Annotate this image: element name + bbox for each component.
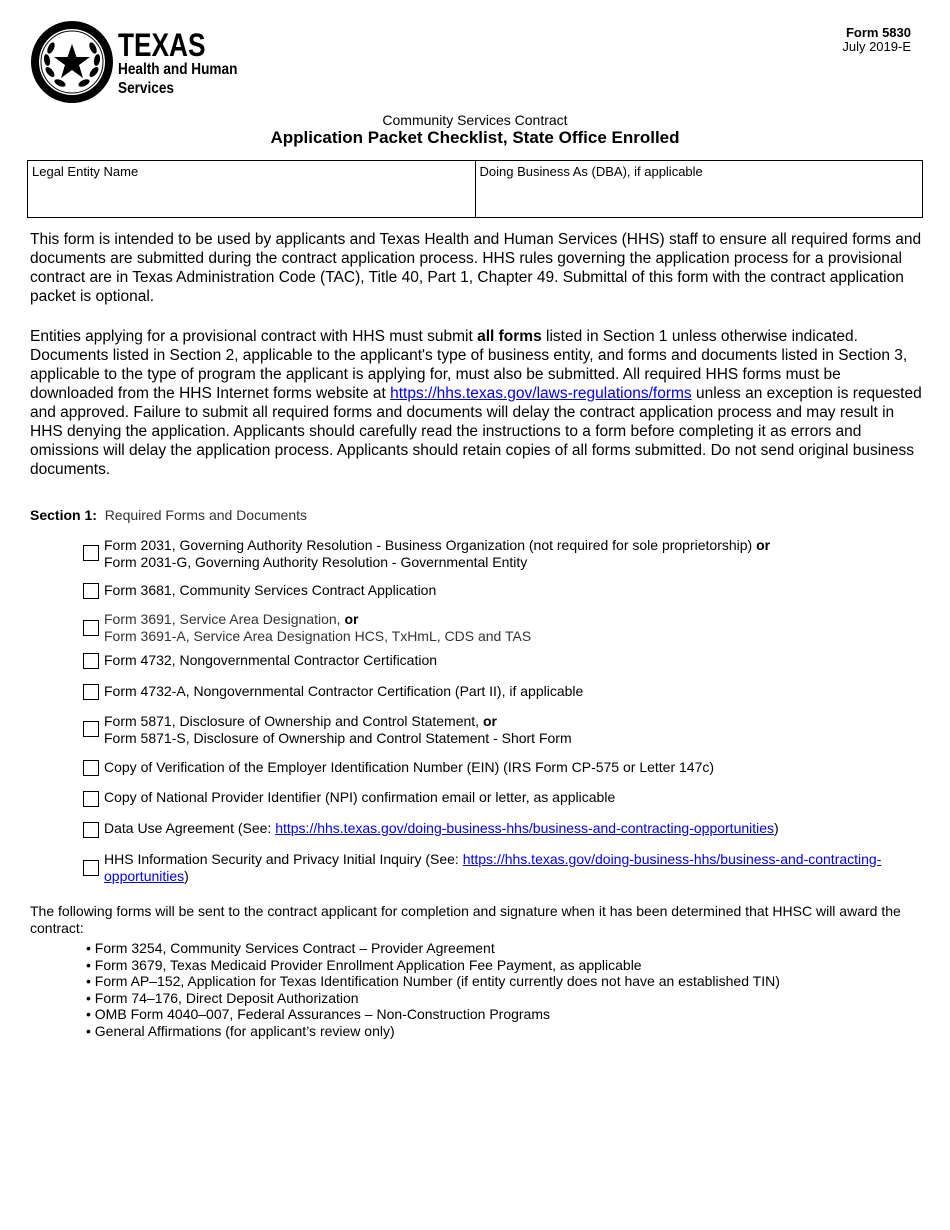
checklist-item bbox=[83, 683, 923, 700]
checklist-item bbox=[83, 582, 923, 599]
item-or: or bbox=[756, 537, 771, 553]
item-line1: Copy of Verification of the Employer Identification Number (EIN) (IRS Form CP-575 or Letter 147c) bbox=[104, 759, 715, 775]
checklist-item bbox=[83, 611, 923, 645]
checkbox[interactable] bbox=[83, 860, 99, 876]
item-line1: Form 3681, Community Services Contract Application bbox=[104, 582, 437, 598]
page-subtitle: Community Services Contract bbox=[382, 112, 568, 128]
following-forms-intro: The following forms will be sent to the contract applicant for completion and signature when it has been determined that HHSC will award the contract: bbox=[30, 903, 901, 936]
entity-fields bbox=[27, 160, 923, 218]
item-or: or bbox=[482, 713, 497, 729]
checkbox[interactable] bbox=[83, 822, 99, 838]
checkbox[interactable] bbox=[83, 653, 99, 669]
contracting-opportunities-link[interactable]: https://hhs.texas.gov/doing-business-hhs/business-and-contracting-opportunities bbox=[104, 851, 882, 884]
checkbox[interactable] bbox=[83, 545, 99, 561]
item-line2: Form 5871-S, Disclosure of Ownership and Control Statement - Short Form bbox=[104, 730, 572, 746]
item-prefix: HHS Information Security and Privacy Initial Inquiry (See: bbox=[104, 851, 463, 867]
legal-entity-name-label: Legal Entity Name bbox=[32, 164, 139, 179]
list-item: • Form 3679, Texas Medicaid Provider Enrollment Application Fee Payment, as applicable bbox=[86, 956, 642, 973]
item-suffix: ) bbox=[774, 820, 779, 836]
section-1-title: Required Forms and Documents bbox=[104, 507, 307, 523]
item-prefix: Data Use Agreement (See: bbox=[104, 820, 276, 836]
list-item: • General Affirmations (for applicant’s review only) bbox=[86, 1022, 395, 1039]
hhs-logo bbox=[30, 20, 250, 106]
item-suffix: ) bbox=[184, 868, 189, 884]
forms-website-link[interactable]: https://hhs.texas.gov/laws-regulations/forms bbox=[390, 385, 692, 402]
intro-p2-text-a: Entities applying for a provisional contract with HHS must submit bbox=[30, 328, 478, 345]
logo-title: TEXAS bbox=[118, 27, 206, 63]
checklist-item bbox=[83, 652, 923, 669]
item-or: or bbox=[344, 611, 359, 627]
item-line1: Form 3691, Service Area Designation, bbox=[104, 611, 345, 627]
list-item: • Form 74–176, Direct Deposit Authorization bbox=[86, 989, 359, 1006]
checklist-item bbox=[83, 537, 923, 571]
intro-paragraph-2 bbox=[30, 327, 922, 479]
checklist-item bbox=[83, 713, 923, 747]
checkbox[interactable] bbox=[83, 620, 99, 636]
item-line2: Form 2031-G, Governing Authority Resolution - Governmental Entity bbox=[104, 554, 528, 570]
dba-field[interactable] bbox=[475, 161, 923, 217]
dba-label: Doing Business As (DBA), if applicable bbox=[479, 164, 703, 179]
list-item: • OMB Form 4040–007, Federal Assurances – Non-Construction Programs bbox=[86, 1006, 550, 1023]
page-titles bbox=[0, 112, 950, 148]
contracting-opportunities-link[interactable]: https://hhs.texas.gov/doing-business-hhs/business-and-contracting-opportunities bbox=[275, 820, 775, 836]
checkbox[interactable] bbox=[83, 721, 99, 737]
intro-p2-bold: all forms bbox=[477, 328, 542, 345]
item-line1: Form 2031, Governing Authority Resolution - Business Organization (not required for sole proprietorship) bbox=[104, 537, 757, 553]
checkbox[interactable] bbox=[83, 791, 99, 807]
list-item: • Form AP–152, Application for Texas Identification Number (if entity currently does not have an established TIN) bbox=[86, 973, 780, 990]
list-item: • Form 3254, Community Services Contract – Provider Agreement bbox=[86, 940, 495, 956]
intro-p2-text-c: unless an exception is requested and approved. Failure to submit all required forms and documents will delay the contract application process and may result in HHS denying the application. Applicants should carefully read the instructions to a form before completing it as errors and omissions will delay the application process. Applicants should retain copies of all forms submitted. Do not send original business documents. bbox=[30, 385, 922, 478]
intro-p2-text-b: listed in Section 1 unless otherwise indicated. Documents listed in Section 2, applicable to the applicant's type of business entity, and forms and documents listed in Section 3, applicable to the type of program the applicant is applying for, must also be submitted. All required HHS forms must be downloaded from the HHS Internet forms website at bbox=[30, 328, 908, 402]
intro-paragraph-1: This form is intended to be used by applicants and Texas Health and Human Services (HHS) staff to ensure all required forms and documents are submitted during the contract application process. HHS rules governing the application process for a provisional contract are in Texas Administration Code (TAC), Title 40, Part 1, Chapter 49. Submittal of this form with the contract application packet is optional. bbox=[30, 231, 922, 305]
checkbox[interactable] bbox=[83, 583, 99, 599]
checklist-item bbox=[83, 820, 923, 837]
section-1-heading bbox=[30, 507, 307, 523]
item-line1: Form 5871, Disclosure of Ownership and Control Statement, bbox=[104, 713, 483, 729]
form-number: Form 5830 bbox=[845, 25, 911, 40]
checklist-item bbox=[83, 789, 923, 806]
item-line1: Form 4732, Nongovernmental Contractor Certification bbox=[104, 652, 438, 668]
checklist-item bbox=[83, 759, 923, 776]
form-identifier bbox=[842, 26, 911, 54]
section-1-label: Section 1: bbox=[30, 507, 97, 523]
legal-entity-name-field[interactable] bbox=[28, 161, 475, 217]
item-line2: Form 3691-A, Service Area Designation HCS, TxHmL, CDS and TAS bbox=[104, 628, 532, 644]
checklist-item bbox=[83, 851, 923, 885]
texas-seal-icon bbox=[30, 20, 114, 104]
form-date: July 2019-E bbox=[842, 39, 911, 54]
item-line1: Form 4732-A, Nongovernmental Contractor Certification (Part II), if applicable bbox=[104, 683, 584, 699]
following-forms-list bbox=[86, 940, 780, 1040]
checkbox[interactable] bbox=[83, 760, 99, 776]
logo-subtitle-line2: Services bbox=[118, 80, 174, 97]
page-title: Application Packet Checklist, State Office Enrolled bbox=[270, 128, 680, 147]
logo-subtitle-line1: Health and Human bbox=[118, 61, 238, 78]
item-line1: Copy of National Provider Identifier (NPI) confirmation email or letter, as applicable bbox=[104, 789, 616, 805]
checkbox[interactable] bbox=[83, 684, 99, 700]
